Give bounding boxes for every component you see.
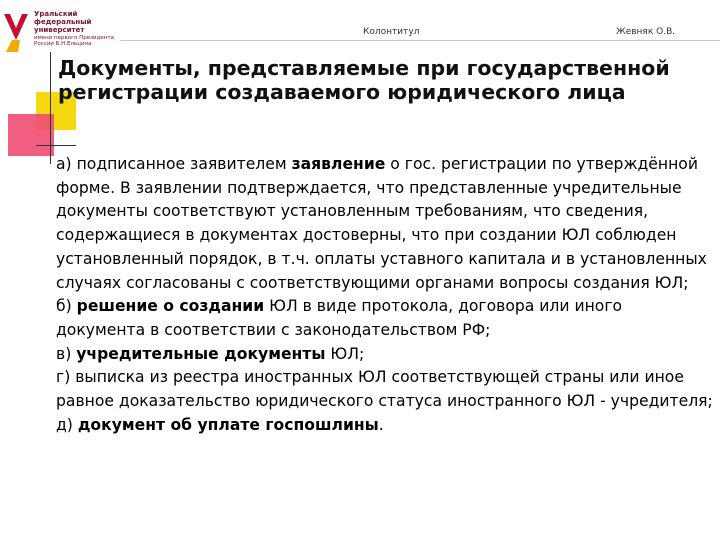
document-list: [56, 153, 716, 437]
slide-title: Документы, представляемые при государственной регистрации создаваемого юридического лица: [58, 56, 670, 104]
list-item-c: в) учредительные документы ЮЛ;: [56, 344, 365, 363]
list-item-d: г) выписка из реестра иностранных ЮЛ соответствующей страны или иное равное доказательство юридического статуса иностранного ЮЛ - учредителя;: [56, 368, 713, 411]
list-item-e: д) документ об уплате госпошлины.: [56, 415, 384, 434]
header-author: Жевняк О.В.: [616, 27, 676, 37]
decor-vertical-line: [50, 52, 51, 164]
logo-text: Уральский федеральный университет имени первого Президента России Б.Н.Ельцина: [34, 10, 114, 47]
header-divider: [120, 40, 720, 41]
header-running-title: Колонтитул: [363, 27, 420, 37]
decor-horizontal-line: [36, 145, 76, 146]
decor-red-square: [8, 114, 54, 156]
slide-header: [0, 0, 720, 50]
list-item-b: б) решение о создании ЮЛ в виде протокола, договора или иного документа в соответствии с законодательством РФ;: [56, 297, 623, 339]
list-item-a: а) подписанное заявителем заявление о гос. регистрации по утверждённой форме. В заявлении подтверждается, что представленные учредительные документы соответствуют установленным требованиям, что сведения, содержащиеся в документах достоверны, что при создании ЮЛ соблюден установленный порядок, в т.ч. оплаты уставного капитала и в установленных случаях согласованы с соответствующими органами вопросы создания ЮЛ;: [56, 155, 707, 292]
